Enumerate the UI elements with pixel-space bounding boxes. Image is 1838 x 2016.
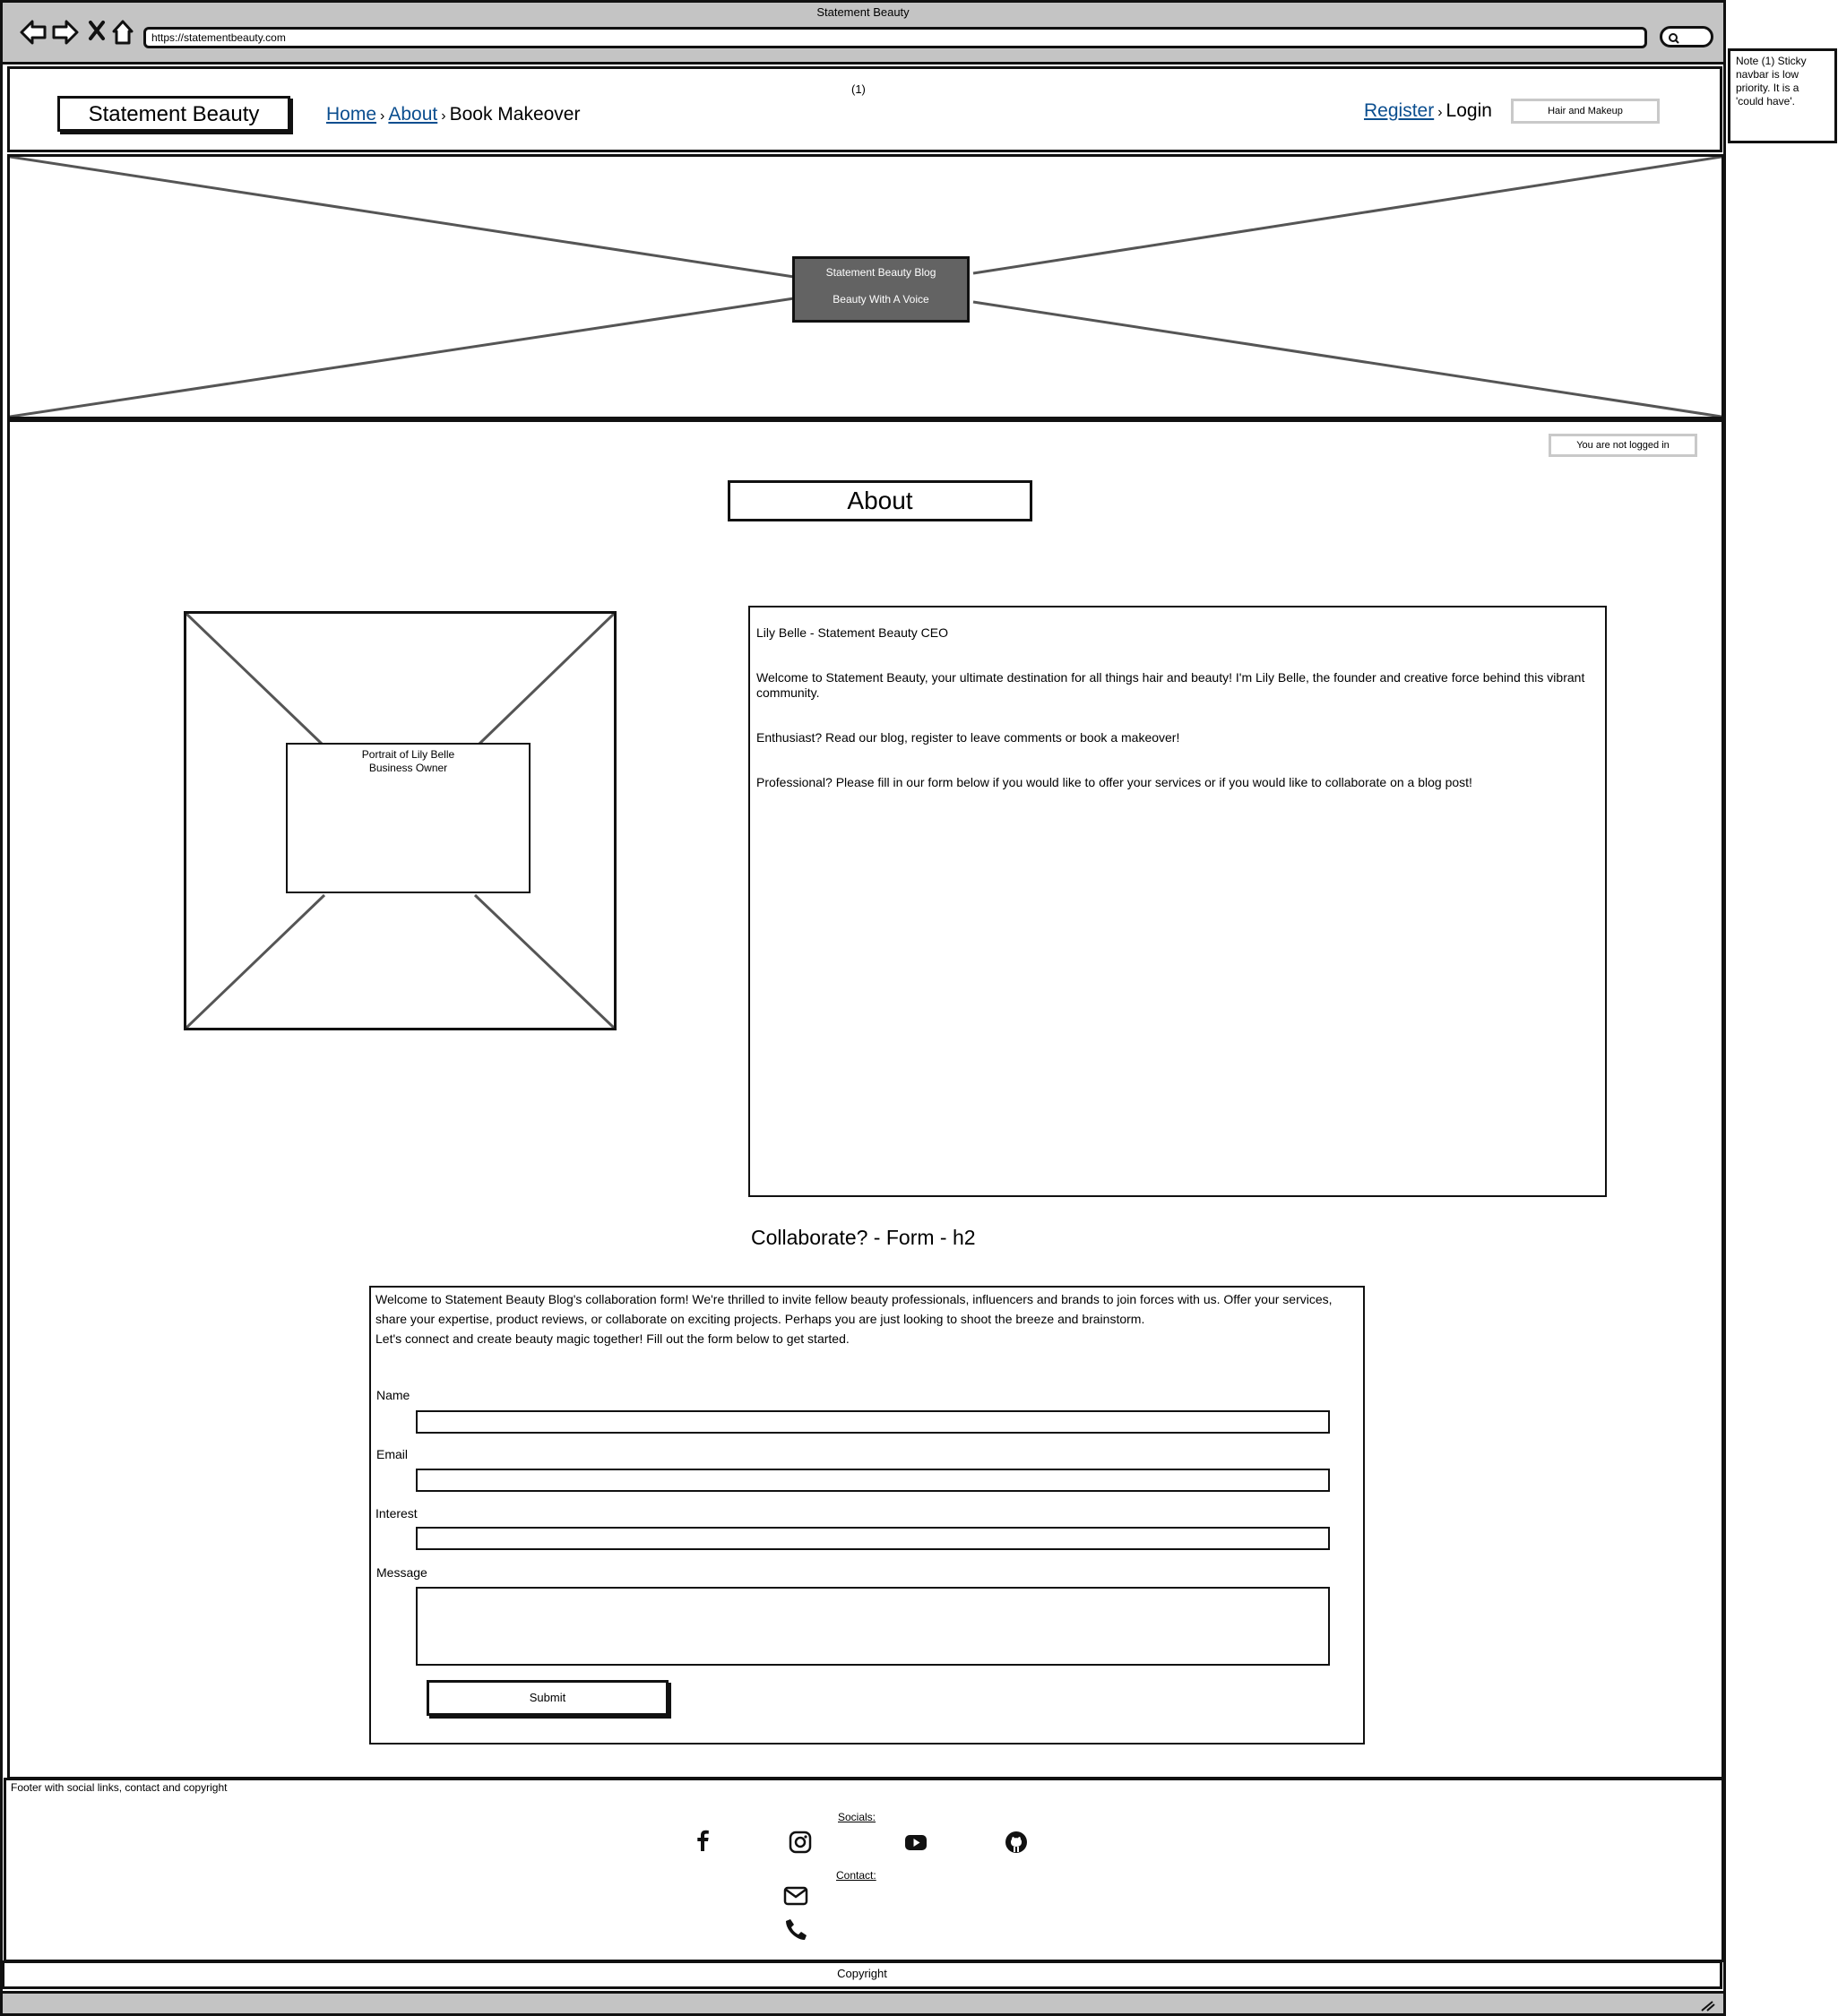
message-textarea[interactable]: [416, 1587, 1330, 1666]
bio-name-line: Lily Belle - Statement Beauty CEO: [756, 625, 948, 640]
name-label: Name: [376, 1388, 410, 1402]
register-link[interactable]: Register: [1364, 100, 1435, 121]
hero-tagline: Beauty With A Voice: [833, 293, 929, 306]
socials-label: Socials:: [838, 1811, 876, 1823]
navbar-note-marker: (1): [851, 82, 866, 96]
breadcrumb-separator: ›: [380, 108, 385, 124]
login-status-badge: You are not logged in: [1549, 434, 1697, 457]
portrait-caption-role: Business Owner: [368, 762, 448, 774]
bio-professional: Professional? Please fill in our form below if you would like to offer your services or if you would like to collaborate on a blog post!: [756, 775, 1472, 789]
login-link[interactable]: Login: [1445, 100, 1492, 121]
brand-logo[interactable]: Statement Beauty: [57, 96, 290, 132]
breadcrumb-book-makeover[interactable]: Book Makeover: [449, 104, 581, 125]
window-title: Statement Beauty: [816, 5, 910, 19]
interest-input[interactable]: [416, 1527, 1330, 1550]
bio-welcome: Welcome to Statement Beauty, your ultimate destination for all things hair and beauty! I'm Lily Belle, the founder and creative force behind this vibrant community.: [756, 670, 1585, 700]
form-intro: [375, 1289, 1361, 1348]
envelope-icon[interactable]: [783, 1885, 808, 1911]
auth-separator: ›: [1437, 105, 1443, 120]
browser-statusbar: [0, 1991, 1726, 2016]
email-label: Email: [376, 1447, 409, 1461]
contact-label: Contact:: [836, 1869, 876, 1882]
breadcrumb-about[interactable]: About: [388, 104, 438, 125]
hero-title: Statement Beauty Blog: [825, 266, 936, 279]
copyright-bar: [2, 1960, 1722, 1989]
collaboration-form: [369, 1286, 1365, 1745]
instagram-icon[interactable]: [788, 1830, 813, 1859]
breadcrumb: [326, 104, 580, 125]
bio-enthusiast: Enthusiast? Read our blog, register to leave comments or book a makeover!: [756, 730, 1180, 745]
message-label: Message: [376, 1565, 427, 1580]
youtube-icon[interactable]: [903, 1830, 928, 1859]
submit-button[interactable]: Submit: [427, 1680, 669, 1716]
breadcrumb-separator: ›: [441, 108, 446, 124]
auth-links: [1364, 100, 1492, 122]
address-bar[interactable]: https://statementbeauty.com: [143, 27, 1647, 48]
form-intro-line: Let's connect and create beauty magic together! Fill out the form below to get started.: [375, 1331, 850, 1346]
sticky-note: [1728, 48, 1837, 143]
breadcrumb-home[interactable]: Home: [326, 104, 377, 125]
resize-grip-icon[interactable]: [1700, 1999, 1716, 2012]
interest-label: Interest: [375, 1506, 418, 1521]
portrait-caption-name: Portrait of Lily Belle: [361, 748, 455, 761]
copyright-text: Copyright: [837, 1967, 887, 1980]
form-intro-line: Welcome to Statement Beauty Blog's collaboration form! We're thrilled to invite fellow beauty professionals, influencers and brands to join forces with us. Offer your services,: [375, 1292, 1333, 1306]
collaborate-heading: Collaborate? - Form - h2: [751, 1226, 976, 1249]
hero-title-box: [792, 256, 970, 323]
github-icon[interactable]: [1004, 1830, 1029, 1859]
footer-description: Footer with social links, contact and copyright: [11, 1781, 228, 1794]
about-heading: About: [728, 480, 1032, 521]
facebook-icon[interactable]: [690, 1828, 715, 1857]
portrait-caption-box: [286, 743, 531, 893]
hair-and-makeup-button[interactable]: Hair and Makeup: [1511, 99, 1660, 124]
form-intro-line: share your expertise, product reviews, or collaborate on exciting projects. Perhaps you are just looking to shoot the breeze and brainstorm.: [375, 1312, 1145, 1326]
email-input[interactable]: [416, 1469, 1330, 1492]
name-input[interactable]: [416, 1410, 1330, 1434]
phone-icon[interactable]: [783, 1917, 808, 1947]
bio-box: [748, 606, 1607, 1197]
note-text: Note (1) Sticky navbar is low priority. It is a 'could have'.: [1736, 55, 1807, 108]
